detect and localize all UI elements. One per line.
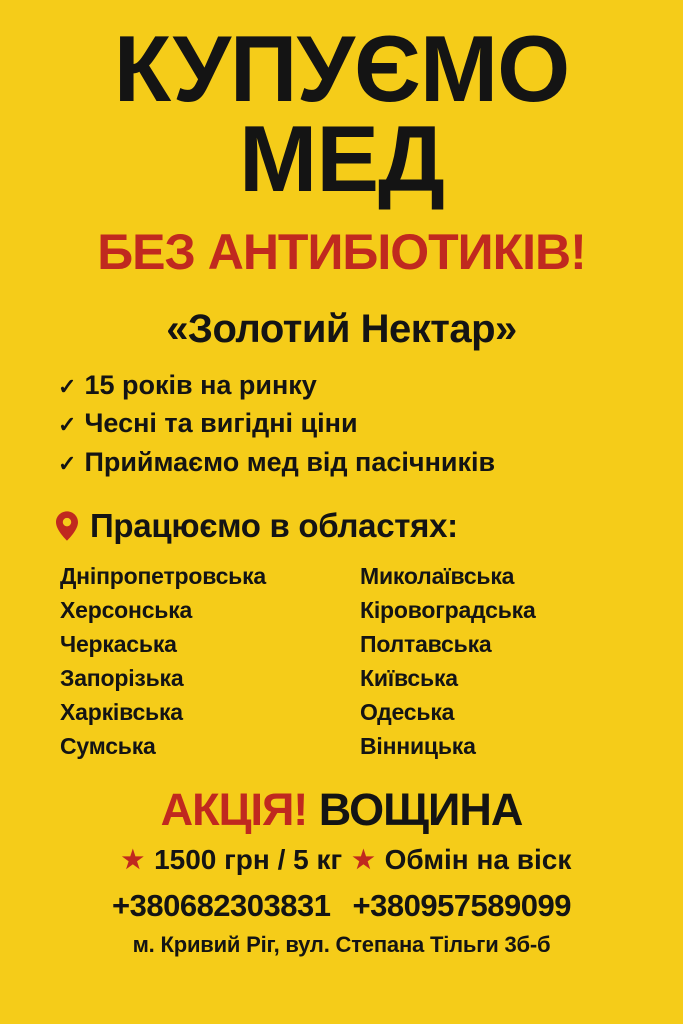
benefit-text: Приймаємо мед від пасічників [84, 446, 496, 477]
list-item: Сумська [60, 733, 156, 760]
phone-numbers [14, 888, 669, 924]
list-item: Запорізька [60, 665, 184, 692]
list-item: Полтавська [360, 630, 492, 657]
benefit-text: Чесні та вигідні ціни [84, 408, 358, 439]
list-item: Кіровоградська [360, 596, 536, 623]
benefit-text: 15 років на ринку [84, 369, 317, 400]
regions-columns [14, 559, 669, 763]
promo-details [14, 844, 669, 876]
address-text: м. Кривий Ріг, вул. Степана Тільги 3б-б [132, 932, 551, 958]
regions-title-text: Працюємо в областях: [90, 506, 458, 544]
check-icon: ✓ [58, 373, 77, 399]
phone-number-1[interactable]: +380682303831 [112, 888, 331, 924]
promo-label: АКЦІЯ! [160, 784, 308, 836]
list-item: Черкаська [60, 630, 177, 657]
headline-line-1: КУПУЄМО [113, 16, 570, 121]
check-icon: ✓ [58, 450, 77, 476]
check-icon: ✓ [58, 412, 77, 438]
regions-column-left [60, 559, 360, 763]
promo-exchange: Обмін на віск [384, 844, 572, 876]
list-item: Вінницька [360, 733, 476, 760]
list-item [58, 443, 669, 481]
brand-name: «Золотий Нектар» [166, 306, 517, 351]
regions-column-right [360, 559, 660, 763]
promo-price: 1500 грн / 5 кг [154, 844, 343, 876]
list-item: Миколаївська [360, 562, 515, 589]
list-item: Київська [360, 665, 458, 692]
benefits-list [14, 366, 669, 481]
list-item: Одеська [360, 699, 455, 726]
phone-number-2[interactable]: +380957589099 [352, 888, 571, 924]
promo-product: ВОЩИНА [318, 784, 523, 836]
list-item: Херсонська [60, 596, 193, 623]
list-item [58, 404, 669, 442]
star-icon: ★ [352, 845, 375, 874]
subheadline: БЕЗ АНТИБІОТИКІВ! [97, 223, 586, 280]
promo-heading [14, 784, 669, 836]
location-pin-icon [56, 511, 78, 541]
list-item: Дніпропетровська [60, 562, 267, 589]
star-icon: ★ [121, 845, 145, 874]
list-item [58, 366, 669, 404]
regions-heading [14, 507, 669, 545]
list-item: Харківська [60, 699, 183, 726]
headline-line-2: МЕД [239, 106, 444, 212]
